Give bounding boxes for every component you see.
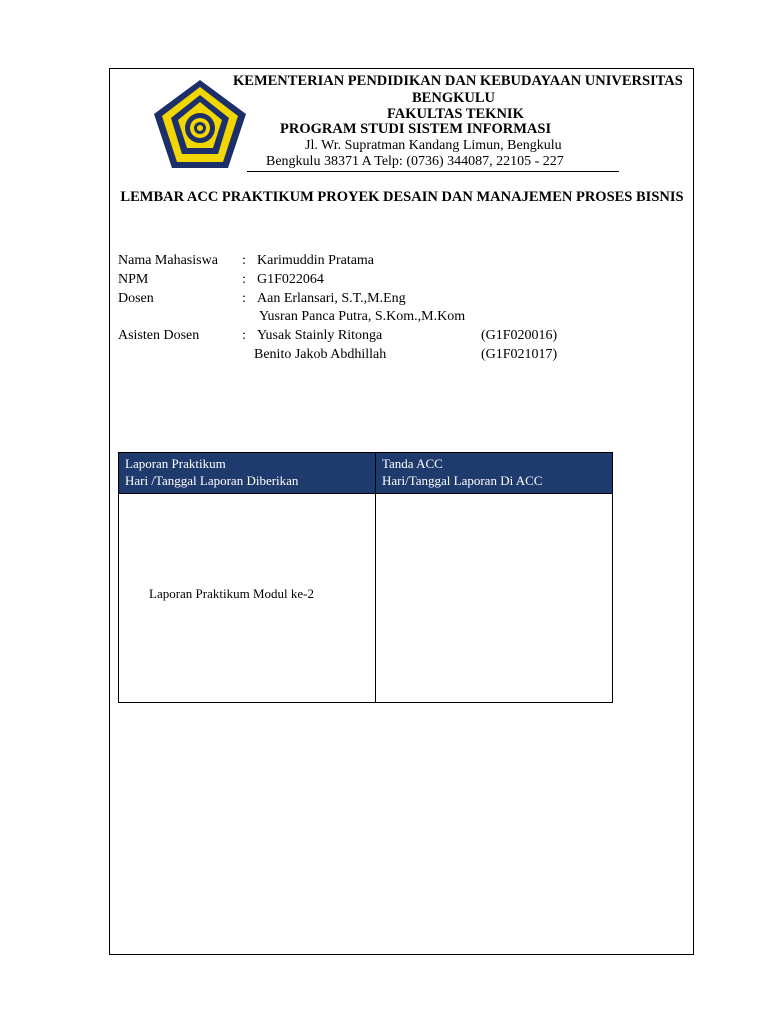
colon: : <box>242 253 246 268</box>
header-program: PROGRAM STUDI SISTEM INFORMASI <box>280 121 552 137</box>
dosen-label: Dosen <box>118 291 154 306</box>
table-header-acc <box>376 453 612 493</box>
asisten-2-npm: (G1F021017) <box>481 347 558 362</box>
university-emblem-icon <box>152 78 248 172</box>
header-address-street: Jl. Wr. Supratman Kandang Limun, Bengkulu <box>305 138 562 153</box>
table-header-report-title: Laporan Praktikum <box>125 456 226 471</box>
acc-table <box>118 452 613 703</box>
colon: : <box>242 272 246 287</box>
colon: : <box>242 328 246 343</box>
page-title: LEMBAR ACC PRAKTIKUM PROYEK DESAIN DAN MANAJEMEN PROSES BISNIS <box>120 189 684 205</box>
colon: : <box>242 291 246 306</box>
table-header-report-date: Hari /Tanggal Laporan Diberikan <box>125 473 299 488</box>
asisten-1-npm: (G1F020016) <box>481 328 558 343</box>
header-faculty: FAKULTAS TEKNIK <box>387 106 524 122</box>
asisten-label: Asisten Dosen <box>118 328 200 343</box>
npm-label: NPM <box>118 272 149 287</box>
asisten-2-name: Benito Jakob Abdhillah <box>254 347 387 362</box>
header-address-city: Bengkulu 38371 A Telp: (0736) 344087, 22105 - 227 <box>266 154 564 169</box>
table-header-acc-title: Tanda ACC <box>382 456 443 471</box>
nama-value: Karimuddin Pratama <box>257 253 375 268</box>
header-university: BENGKULU <box>412 90 495 106</box>
header-divider <box>247 171 619 172</box>
table-header-acc-date: Hari/Tanggal Laporan Di ACC <box>382 473 543 488</box>
asisten-1-name: Yusak Stainly Ritonga <box>257 328 383 343</box>
dosen-2: Yusran Panca Putra, S.Kom.,M.Kom <box>259 309 466 324</box>
npm-value: G1F022064 <box>257 272 324 287</box>
table-header-divider <box>119 493 612 494</box>
header-ministry: KEMENTERIAN PENDIDIKAN DAN KEBUDAYAAN UNIVERSITAS <box>233 73 683 89</box>
table-cell-report: Laporan Praktikum Modul ke-2 <box>149 586 314 601</box>
dosen-1: Aan Erlansari, S.T.,M.Eng <box>257 291 406 306</box>
table-header-report <box>119 453 375 493</box>
table-column-divider <box>375 453 376 702</box>
nama-label: Nama Mahasiswa <box>118 253 218 268</box>
